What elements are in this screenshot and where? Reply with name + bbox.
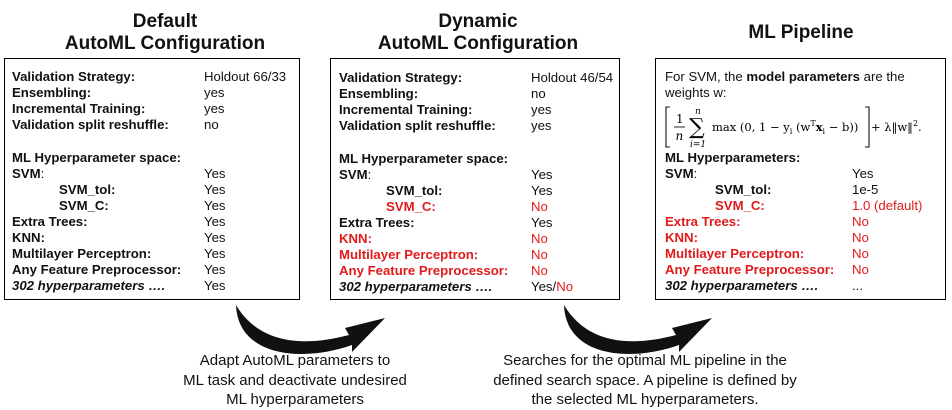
formula-sum-lower: i=1 bbox=[690, 140, 707, 150]
formula-frac-numerator: 1 bbox=[676, 112, 684, 126]
dynamic-svm-tol-value: Yes bbox=[531, 183, 553, 198]
pipeline-svm-c-value: 1.0 (default) bbox=[852, 198, 923, 213]
dynamic-ensembling-label: Ensembling: bbox=[339, 86, 419, 101]
pipeline-extra-trees-label: Extra Trees: bbox=[665, 214, 741, 229]
default-knn-value: Yes bbox=[204, 230, 226, 245]
default-config-title-line1: Default bbox=[132, 11, 198, 32]
dynamic-knn-label: KNN: bbox=[339, 231, 372, 246]
dynamic-hyperparameter-space-heading: ML Hyperparameter space: bbox=[339, 151, 509, 166]
caption-adapt-automl-line2: ML task and deactivate undesired bbox=[183, 371, 407, 389]
pipeline-302-hyperparameters-label: 302 hyperparameters …. bbox=[665, 278, 819, 293]
formula-body: max (0, $1 - y_i$ $(w^Tx_i - b)$) bbox=[712, 119, 859, 136]
dynamic-validation-strategy-value: Holdout 46/54 bbox=[531, 70, 614, 85]
default-mlp-label: Multilayer Perceptron: bbox=[12, 246, 152, 261]
default-svm-tol-label: SVM_tol: bbox=[59, 182, 116, 197]
dynamic-ensembling-value: no bbox=[531, 86, 546, 101]
default-svm-c-label: SVM_C: bbox=[59, 198, 109, 213]
pipeline-intro-line2: weights w: bbox=[665, 85, 727, 100]
default-incremental-training-value: yes bbox=[204, 101, 225, 116]
pipeline-svm-tol-value: 1e-5 bbox=[852, 182, 879, 197]
pipeline-knn-value: No bbox=[852, 230, 869, 245]
default-svm-tol-value: Yes bbox=[204, 182, 226, 197]
dynamic-extra-trees-value: Yes bbox=[531, 215, 553, 230]
default-validation-strategy-value: Holdout 66/33 bbox=[204, 69, 287, 84]
dynamic-reshuffle-label: Validation split reshuffle: bbox=[339, 118, 496, 133]
dynamic-svm-label: SVM: bbox=[339, 167, 372, 182]
dynamic-svm-value: Yes bbox=[531, 167, 553, 182]
pipeline-feature-preprocessor-value: No bbox=[852, 262, 869, 277]
default-ensembling-label: Ensembling: bbox=[12, 85, 92, 100]
caption-pipeline-search-line3: the selected ML hyperparameters. bbox=[531, 391, 759, 408]
dynamic-mlp-value: No bbox=[531, 247, 548, 262]
default-extra-trees-label: Extra Trees: bbox=[12, 214, 88, 229]
dynamic-validation-strategy-label: Validation Strategy: bbox=[339, 70, 463, 85]
default-config-title-line2: AutoML Configuration bbox=[64, 33, 266, 54]
dynamic-feature-preprocessor-label: Any Feature Preprocessor: bbox=[339, 263, 509, 278]
default-reshuffle-label: Validation split reshuffle: bbox=[12, 117, 169, 132]
caption-pipeline-search bbox=[480, 351, 810, 410]
dynamic-config-title-line1: Dynamic bbox=[438, 11, 518, 32]
dynamic-feature-preprocessor-value: No bbox=[531, 263, 548, 278]
default-validation-strategy-label: Validation Strategy: bbox=[12, 69, 136, 84]
formula-sum-upper: n bbox=[695, 107, 701, 117]
pipeline-svm-tol-label: SVM_tol: bbox=[715, 182, 772, 197]
pipeline-knn-label: KNN: bbox=[665, 230, 698, 245]
default-reshuffle-value: no bbox=[204, 117, 219, 132]
default-knn-label: KNN: bbox=[12, 230, 45, 245]
caption-adapt-automl-line3: ML hyperparameters bbox=[226, 391, 364, 408]
dynamic-302-hyperparameters-value: Yes/No bbox=[531, 279, 574, 294]
pipeline-mlp-value: No bbox=[852, 246, 869, 261]
default-302-hyperparameters-label: 302 hyperparameters …. bbox=[12, 278, 166, 293]
dynamic-knn-value: No bbox=[531, 231, 548, 246]
pipeline-svm-label: SVM: bbox=[665, 166, 698, 181]
formula-frac-denominator: n bbox=[675, 129, 684, 143]
caption-pipeline-search-line2: defined search space. A pipeline is defined by bbox=[493, 371, 797, 389]
dynamic-302-hyperparameters-label: 302 hyperparameters …. bbox=[339, 279, 493, 294]
pipeline-svm-value: Yes bbox=[852, 166, 874, 181]
default-svm-value: Yes bbox=[204, 166, 226, 181]
caption-pipeline-search-line1: Searches for the optimal ML pipeline in the bbox=[503, 352, 787, 369]
arrow-default-to-dynamic bbox=[236, 305, 385, 354]
default-feature-preprocessor-value: Yes bbox=[204, 262, 226, 277]
dynamic-reshuffle-value: yes bbox=[531, 118, 552, 133]
caption-adapt-automl-line1: Adapt AutoML parameters to bbox=[199, 352, 391, 369]
default-svm-c-value: Yes bbox=[204, 198, 226, 213]
formula-sum-sign: ∑ bbox=[689, 115, 705, 140]
caption-adapt-automl bbox=[160, 351, 430, 410]
pipeline-302-hyperparameters-value: ... bbox=[852, 278, 863, 293]
dynamic-extra-trees-label: Extra Trees: bbox=[339, 215, 415, 230]
default-302-hyperparameters-value: Yes bbox=[204, 278, 226, 293]
default-hyperparameter-space-heading: ML Hyperparameter space: bbox=[12, 150, 182, 165]
dynamic-config-title-line2: AutoML Configuration bbox=[377, 33, 579, 54]
default-mlp-value: Yes bbox=[204, 246, 226, 261]
pipeline-hyperparameters-heading: ML Hyperparameters: bbox=[665, 150, 801, 165]
dynamic-mlp-label: Multilayer Perceptron: bbox=[339, 247, 479, 262]
default-extra-trees-value: Yes bbox=[204, 214, 226, 229]
dynamic-svm-c-label: SVM_C: bbox=[386, 199, 436, 214]
dynamic-incremental-training-label: Incremental Training: bbox=[339, 102, 473, 117]
dynamic-incremental-training-value: yes bbox=[531, 102, 552, 117]
pipeline-extra-trees-value: No bbox=[852, 214, 869, 229]
pipeline-feature-preprocessor-label: Any Feature Preprocessor: bbox=[665, 262, 835, 277]
pipeline-svm-c-label: SVM_C: bbox=[715, 198, 765, 213]
ml-pipeline-title-line1: ML Pipeline bbox=[748, 22, 854, 43]
default-incremental-training-label: Incremental Training: bbox=[12, 101, 146, 116]
default-feature-preprocessor-label: Any Feature Preprocessor: bbox=[12, 262, 182, 277]
default-ensembling-value: yes bbox=[204, 85, 225, 100]
pipeline-mlp-label: Multilayer Perceptron: bbox=[665, 246, 805, 261]
dynamic-svm-c-value: No bbox=[531, 199, 548, 214]
default-svm-label: SVM: bbox=[12, 166, 45, 181]
arrow-dynamic-to-pipeline bbox=[564, 305, 712, 354]
dynamic-svm-tol-label: SVM_tol: bbox=[386, 183, 443, 198]
pipeline-intro-line1: For SVM, the model parameters are the bbox=[665, 69, 905, 84]
formula-regularizer: + λ‖w‖$^2$. bbox=[871, 119, 922, 134]
